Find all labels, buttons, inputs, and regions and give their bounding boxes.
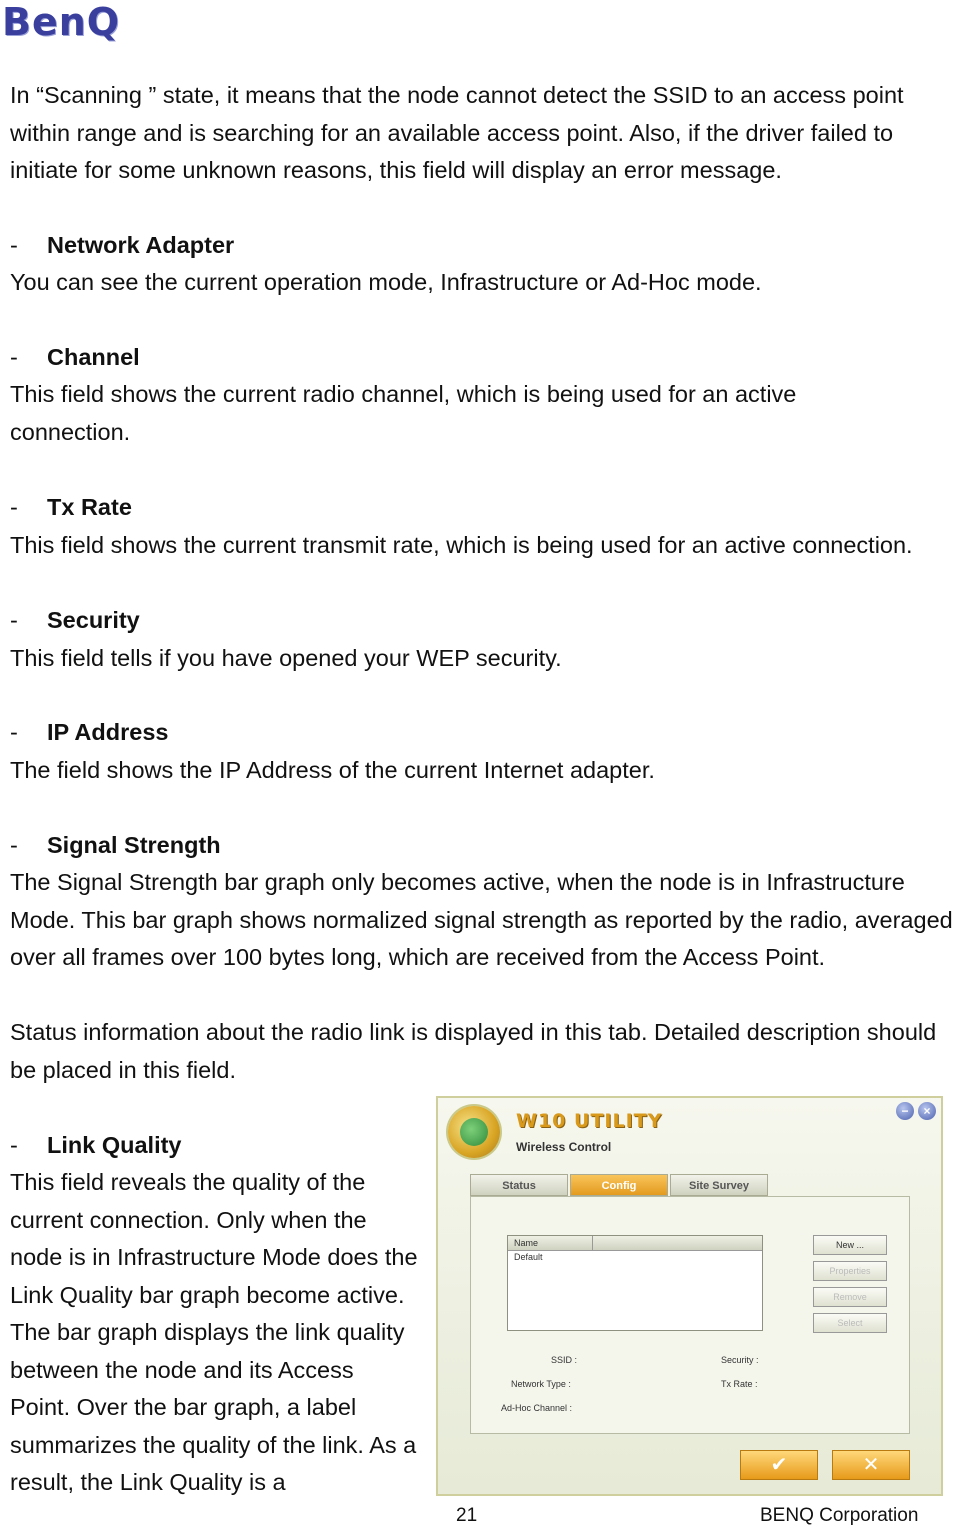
tx-rate-text: This field shows the current transmit rate, which is being used for an active connection. <box>10 532 913 558</box>
w10-utility-screenshot <box>436 1096 943 1496</box>
column-name-header: Name <box>514 1236 593 1250</box>
select-button[interactable]: Select <box>813 1313 887 1333</box>
new-profile-button[interactable]: New ... <box>813 1235 887 1255</box>
profile-list[interactable] <box>507 1235 763 1331</box>
utility-title: W10 UTILITY <box>516 1110 663 1132</box>
heading-signal-strength: Signal Strength <box>47 832 221 858</box>
section-heading-link-quality <box>10 1127 182 1165</box>
heading-security: Security <box>47 607 140 633</box>
tab-site-survey[interactable]: Site Survey <box>670 1174 768 1196</box>
section-heading-security <box>10 602 140 640</box>
bullet-dash: - <box>10 832 18 858</box>
heading-ip-address: IP Address <box>47 719 169 745</box>
tab-status[interactable]: Status <box>470 1174 568 1196</box>
security-label: Security : <box>721 1355 759 1365</box>
bullet-dash: - <box>10 494 18 520</box>
signal-strength-status-text: Status information about the radio link is displayed in this tab. Detailed description should be placed in this field. <box>10 1019 937 1083</box>
tx-rate-label: Tx Rate : <box>721 1379 758 1389</box>
config-panel <box>470 1196 910 1434</box>
close-icon[interactable]: × <box>918 1102 936 1120</box>
heading-tx-rate: Tx Rate <box>47 494 132 520</box>
properties-button[interactable]: Properties <box>813 1261 887 1281</box>
bullet-dash: - <box>10 719 18 745</box>
footer-company: BENQ Corporation <box>760 1505 919 1526</box>
channel-text: This field shows the current radio channel, which is being used for an active connection. <box>10 381 797 445</box>
intro-paragraph: In “Scanning ” state, it means that the node cannot detect the SSID to an access point within range and is searching for an available access point. Also, if the driver failed to initiate for some unknown reasons, this field will display an error message. <box>10 82 904 183</box>
page-number: 21 <box>456 1505 478 1526</box>
heading-network-adapter: Network Adapter <box>47 232 235 258</box>
profile-list-header <box>508 1236 762 1251</box>
bullet-dash: - <box>10 232 18 258</box>
utility-header <box>438 1098 941 1168</box>
network-type-label: Network Type : <box>511 1379 571 1389</box>
utility-logo-icon <box>448 1106 500 1158</box>
cancel-button[interactable]: ✕ <box>832 1450 910 1480</box>
signal-strength-text: The Signal Strength bar graph only becomes active, when the node is in Infrastructure Mode. This bar graph shows normalized signal strength as reported by the radio, averaged over all frames over 100 bytes long, which are received from the Access Point. <box>10 869 953 970</box>
list-item[interactable]: Default <box>514 1252 543 1262</box>
section-heading-tx-rate <box>10 489 132 527</box>
ok-button[interactable]: ✔ <box>740 1450 818 1480</box>
bullet-dash: - <box>10 344 18 370</box>
network-adapter-text: You can see the current operation mode, Infrastructure or Ad-Hoc mode. <box>10 269 762 295</box>
adhoc-channel-label: Ad-Hoc Channel : <box>501 1403 573 1413</box>
ip-address-text: The field shows the IP Address of the current Internet adapter. <box>10 757 655 783</box>
heading-link-quality: Link Quality <box>47 1132 182 1158</box>
minimize-icon[interactable]: − <box>896 1102 914 1120</box>
benq-logo: BenQ <box>2 0 121 44</box>
ssid-label: SSID : <box>551 1355 578 1365</box>
utility-subtitle: Wireless Control <box>516 1140 612 1154</box>
section-heading-signal-strength <box>10 827 221 865</box>
bullet-dash: - <box>10 607 18 633</box>
section-heading-channel <box>10 339 140 377</box>
bullet-dash: - <box>10 1132 18 1158</box>
section-heading-ip-address <box>10 714 168 752</box>
security-text: This field tells if you have opened your WEP security. <box>10 645 562 671</box>
tab-config[interactable]: Config <box>570 1174 668 1196</box>
link-quality-text: This field reveals the quality of the current connection. Only when the node is in Infrastructure Mode does the Link Quality bar graph become active. The bar graph displays the link quality between the node and its Access Point. Over the bar graph, a label summarizes the quality of the link. As a result, the Link Quality is a <box>10 1169 418 1495</box>
section-heading-network-adapter <box>10 227 234 265</box>
remove-button[interactable]: Remove <box>813 1287 887 1307</box>
heading-channel: Channel <box>47 344 140 370</box>
